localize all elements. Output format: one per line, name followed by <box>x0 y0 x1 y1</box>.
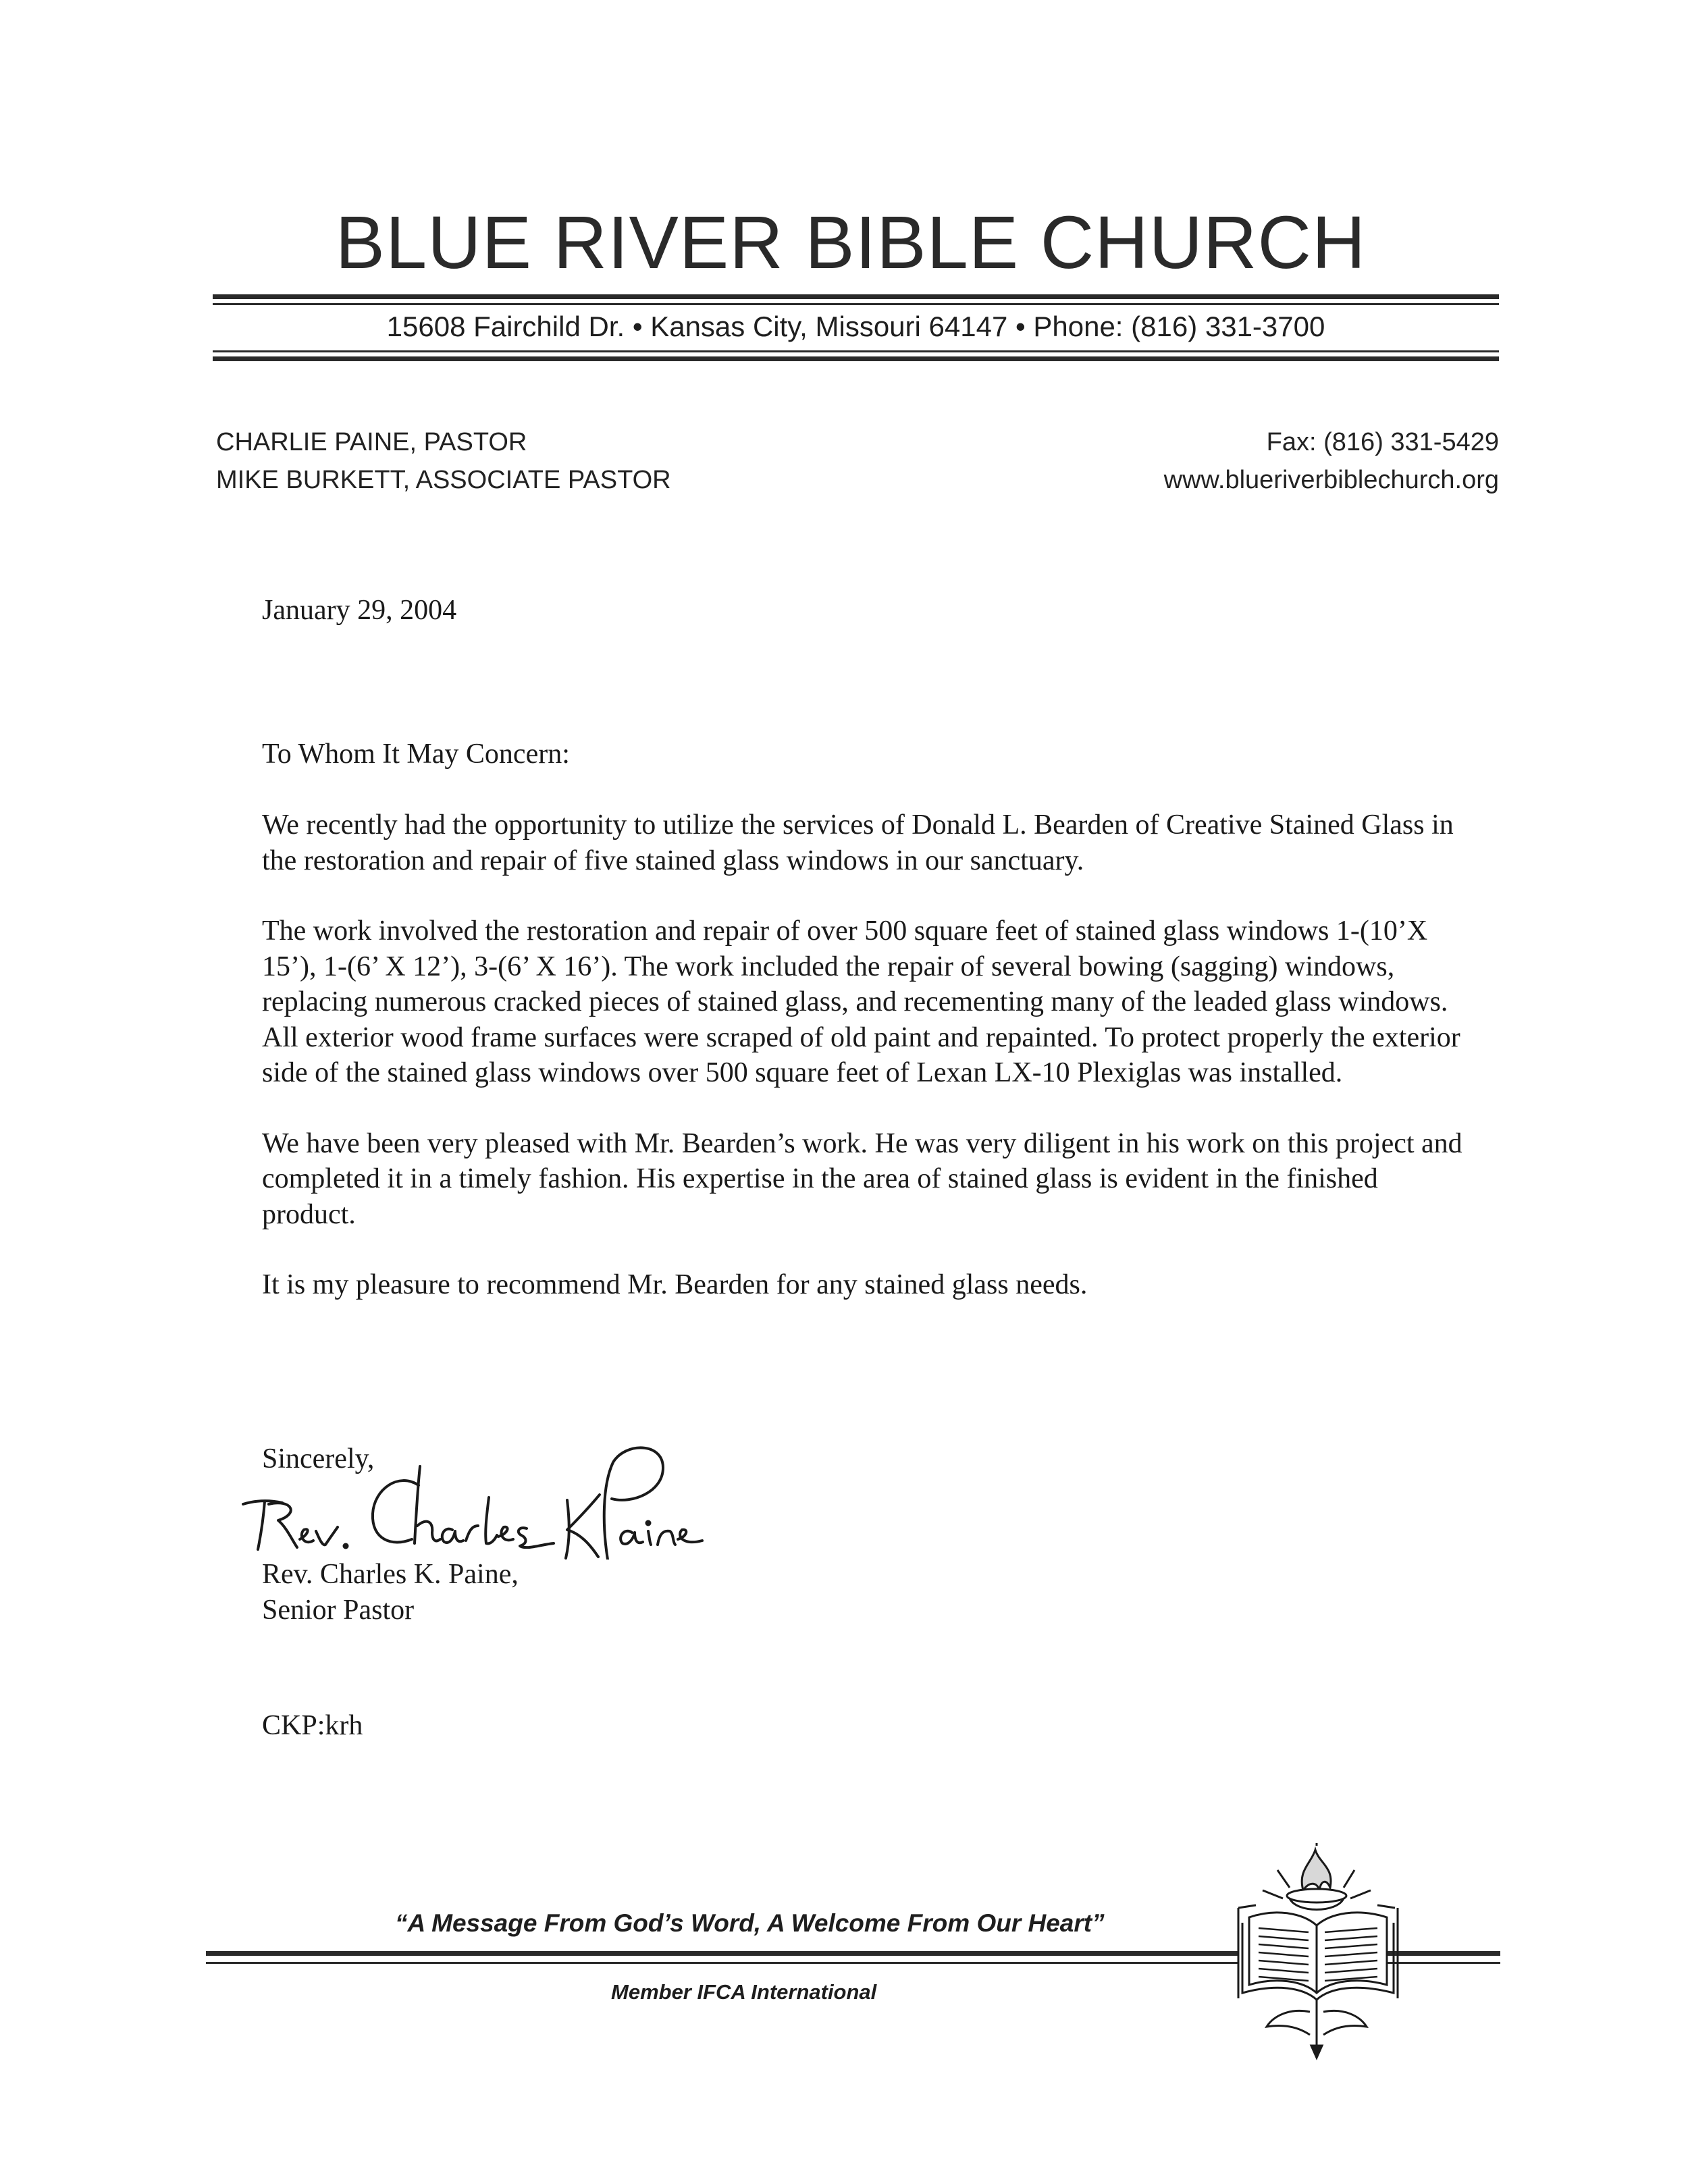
church-motto: “A Message From God’s Word, A Welcome From Our Heart” <box>395 1909 1105 1937</box>
footer-rule-thick <box>206 1951 1239 1956</box>
associate-pastor-name: MIKE BURKETT, ASSOCIATE PASTOR <box>216 466 671 494</box>
header-rule-top-thick <box>213 294 1499 299</box>
signer-name: Rev. Charles K. Paine, <box>262 1559 519 1590</box>
footer-rule-thin <box>206 1962 1239 1964</box>
church-name: BLUE RIVER BIBLE CHURCH <box>335 201 1367 284</box>
fax-number: Fax: (816) 331-5429 <box>1266 428 1499 456</box>
letter-closing: Sincerely, <box>262 1443 375 1474</box>
header-rule-top-thin <box>213 303 1499 305</box>
header-rule-bottom-thick <box>213 356 1499 361</box>
letter-body <box>262 807 1474 1338</box>
header-rule-bottom-thin <box>213 350 1499 352</box>
signer-title: Senior Pastor <box>262 1594 415 1626</box>
staff-list <box>216 423 671 499</box>
address-line: 15608 Fairchild Dr. • Kansas City, Missouri 64147 • Phone: (816) 331-3700 <box>386 311 1325 342</box>
open-bible-emblem-icon <box>1236 1843 1404 2066</box>
body-paragraph: The work involved the restoration and repair of over 500 square feet of stained glass windows 1-(10’X 15’), 1-(6’ X 12’), 3-(6’ X 16’). The work included the repair of several bowing (sagging) windows, replacing numerous cracked pieces of stained glass, and recementing many of the leaded glass windows. All exterior wood frame surfaces were scraped of old paint and repainted. To protect properly the exterior side of the stained glass windows over 500 square feet of Lexan LX-10 Plexiglas was installed. <box>262 915 1460 1088</box>
signature-image <box>230 1424 716 1560</box>
letter-salutation: To Whom It May Concern: <box>262 739 570 770</box>
member-affiliation: Member IFCA International <box>611 1980 877 2004</box>
contact-info <box>1013 423 1499 499</box>
signer-block <box>262 1557 519 1628</box>
website-link[interactable]: www.blueriverbiblechurch.org <box>1163 466 1499 494</box>
typist-initials: CKP:krh <box>262 1710 363 1741</box>
body-paragraph: We have been very pleased with Mr. Bearden’s work. He was very diligent in his work on this project and completed it in a timely fashion. His expertise in the area of stained glass is evident in the finished product. <box>262 1127 1462 1230</box>
body-paragraph: We recently had the opportunity to utilize the services of Donald L. Bearden of Creative Stained Glass in the restoration and repair of five stained glass windows in our sanctuary. <box>262 809 1454 876</box>
body-paragraph: It is my pleasure to recommend Mr. Bearden for any stained glass needs. <box>262 1269 1088 1300</box>
pastor-name: CHARLIE PAINE, PASTOR <box>216 428 527 456</box>
letter-date: January 29, 2004 <box>262 595 457 626</box>
